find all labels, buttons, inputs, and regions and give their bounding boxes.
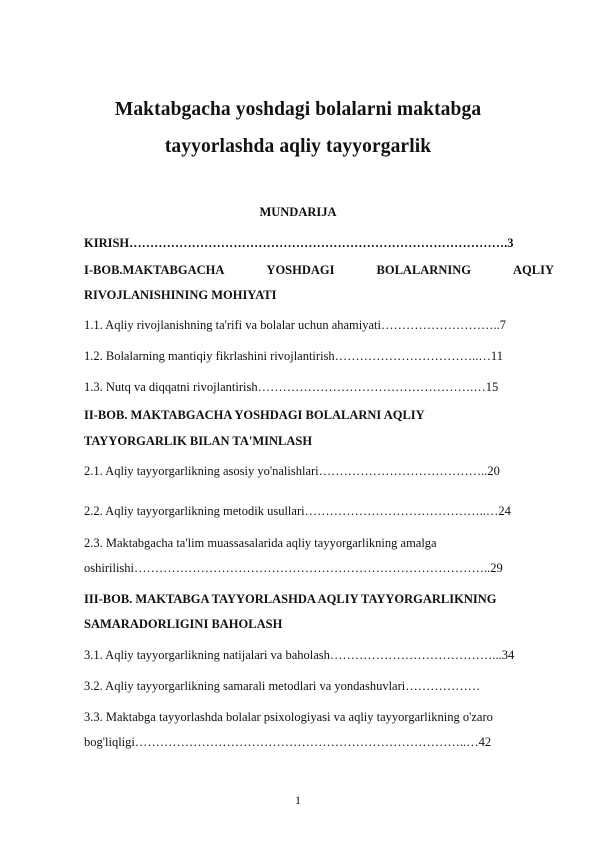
document-title-line-2: tayyorlashda aqliy tayyorgarlik (164, 136, 432, 157)
toc-entry-kirish[interactable]: KIRISH……………………………………………………………………………….3 (84, 236, 514, 250)
toc-chapter-1-line-2[interactable]: RIVOJLANISHINING MOHIYATI (84, 288, 277, 302)
toc-entry-1-1[interactable]: 1.1. Aqliy rivojlanishning ta'rifi va bolalar uchun ahamiyati………………………..7 (84, 318, 506, 332)
toc-chapter-1-word: YOSHDAGI (266, 263, 335, 277)
toc-chapter-1-line-1[interactable] (84, 263, 554, 278)
toc-entry-1-3[interactable]: 1.3. Nutq va diqqatni rivojlantirish…………………………………………….…15 (84, 380, 499, 394)
toc-entry-3-1[interactable]: 3.1. Aqliy tayyorgarlikning natijalari va baholash…………………………………...34 (84, 648, 515, 662)
toc-heading: MUNDARIJA (259, 205, 337, 219)
toc-chapter-2-line-2[interactable]: TAYYORGARLIK BILAN TA'MINLASH (84, 434, 313, 448)
toc-chapter-3-line-1[interactable]: III-BOB. MAKTABGA TAYYORLASHDA AQLIY TAYYORGARLIKNING (84, 592, 497, 606)
toc-chapter-1-word: BOLALARNING (376, 263, 471, 277)
toc-chapter-1-word: AQLIY (513, 263, 554, 277)
toc-entry-2-3-line-2[interactable]: oshirilishi…………………………………………………………………………..29 (84, 561, 503, 575)
toc-chapter-1-word: I-BOB.MAKTABGACHA (84, 263, 225, 277)
document-title-line-1: Maktabgacha yoshdagi bolalarni maktabga (114, 99, 482, 120)
toc-entry-2-1[interactable]: 2.1. Aqliy tayyorgarlikning asosiy yo'nalishlari…………………………………..20 (84, 464, 500, 478)
toc-entry-2-3-line-1[interactable]: 2.3. Maktabgacha ta'lim muassasalarida aqliy tayyorgarlikning amalga (84, 536, 437, 550)
toc-entry-2-2[interactable]: 2.2. Aqliy tayyorgarlikning metodik usullari……………………………………..…24 (84, 504, 511, 518)
toc-chapter-3-line-2[interactable]: SAMARADORLIGINI BAHOLASH (84, 617, 283, 631)
toc-entry-3-3-line-2[interactable]: bog'liqligi……………………………………………………………………..…42 (84, 735, 492, 749)
toc-entry-3-2[interactable]: 3.2. Aqliy tayyorgarlikning samarali metodlari va yondashuvlari……………… (84, 679, 481, 693)
toc-entry-3-3-line-1[interactable]: 3.3. Maktabga tayyorlashda bolalar psixologiyasi va aqliy tayyorgarlikning o'zaro (84, 710, 493, 724)
page-number: 1 (295, 793, 301, 807)
toc-chapter-2-line-1[interactable]: II-BOB. MAKTABGACHA YOSHDAGI BOLALARNI AQLIY (84, 408, 425, 422)
toc-entry-1-2[interactable]: 1.2. Bolalarning mantiqiy fikrlashini rivojlantirish……………………………..…11 (84, 349, 503, 363)
